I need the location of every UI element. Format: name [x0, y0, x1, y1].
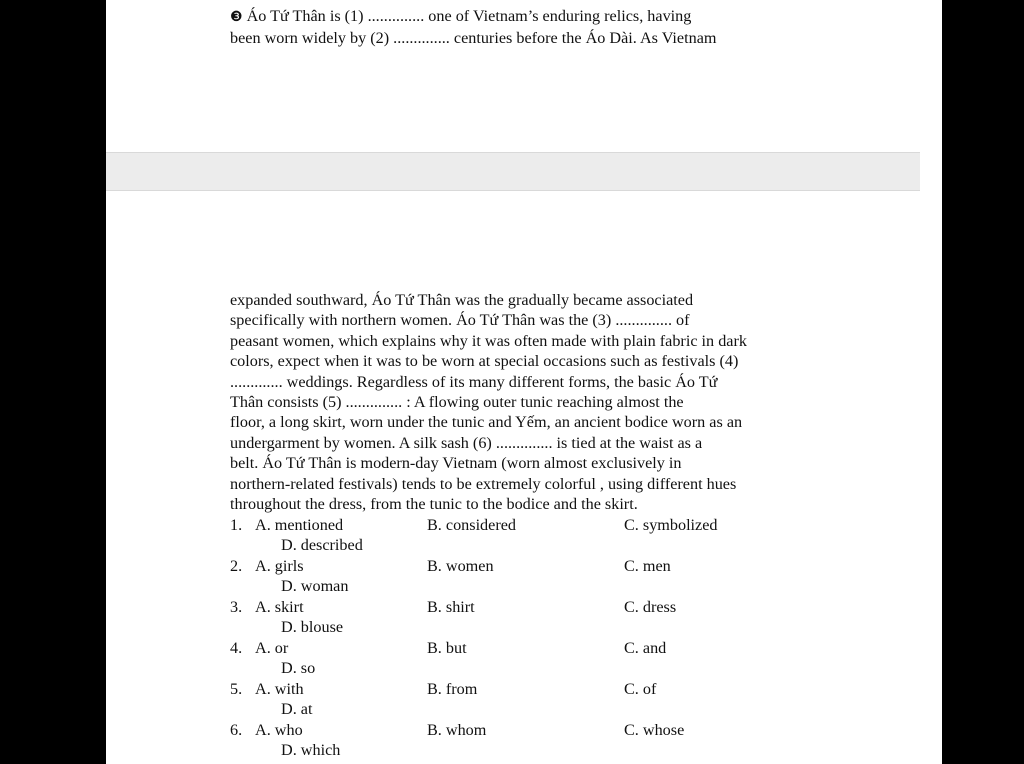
- passage-line: specifically with northern women. Áo Tứ Thân was the (3) .............. of: [230, 311, 690, 330]
- option-c: C. men: [624, 557, 671, 575]
- option-c: C. of: [624, 680, 657, 698]
- vertical-scrollbar[interactable]: [920, 0, 942, 764]
- passage-line: peasant women, which explains why it was often made with plain fabric in dark: [230, 331, 747, 350]
- option-d: D. blouse: [281, 618, 344, 637]
- option-c: C. whose: [624, 721, 685, 739]
- question-number: 4.: [230, 639, 243, 657]
- option-d: D. which: [281, 741, 341, 760]
- question-number: 3.: [230, 598, 243, 616]
- bullet-number-icon: ❸: [230, 10, 243, 25]
- option-a: A. skirt: [255, 598, 304, 616]
- passage-line: floor, a long skirt, worn under the tunic and Yếm, an ancient bodice worn as an: [230, 413, 743, 432]
- option-b: B. but: [427, 639, 467, 657]
- document-page-1: [106, 0, 921, 153]
- passage-line: been worn widely by (2) .............. centuries before the Áo Dài. As Vietnam: [230, 29, 717, 48]
- document-viewer[interactable]: [106, 0, 942, 764]
- option-d: D. so: [281, 659, 316, 678]
- option-b: B. considered: [427, 516, 517, 534]
- question-number: 6.: [230, 721, 243, 739]
- option-b: B. whom: [427, 721, 487, 739]
- passage-line-text: Áo Tứ Thân is (1) .............. one of Vietnam’s enduring relics, having: [246, 7, 692, 25]
- question-number: 2.: [230, 557, 243, 575]
- passage-paragraph-2: [230, 290, 810, 514]
- passage-paragraph-1: [230, 6, 810, 49]
- passage-line: [230, 6, 810, 28]
- option-d: D. described: [281, 536, 363, 555]
- passage-line: expanded southward, Áo Tứ Thân was the gradually became associated: [230, 291, 694, 309]
- option-a: A. with: [255, 680, 304, 698]
- option-b: B. women: [427, 557, 494, 575]
- passage-line: undergarment by women. A silk sash (6) .............. is tied at the waist as a: [230, 433, 703, 452]
- option-a: A. or: [255, 639, 289, 657]
- passage-line: belt. Áo Tứ Thân is modern-day Vietnam (worn almost exclusively in: [230, 454, 682, 473]
- option-c: C. dress: [624, 598, 677, 616]
- option-a: A. girls: [255, 557, 304, 575]
- option-a: A. who: [255, 721, 303, 739]
- option-c: C. symbolized: [624, 516, 718, 534]
- passage-line: ............. weddings. Regardless of its many different forms, the basic Áo Tứ: [230, 372, 718, 391]
- document-page-2: [106, 190, 921, 764]
- passage-line: northern-related festivals) tends to be extremely colorful , using different hues: [230, 474, 737, 493]
- option-c: C. and: [624, 639, 667, 657]
- passage-line: throughout the dress, from the tunic to the bodice and the skirt.: [230, 495, 638, 514]
- option-b: B. from: [427, 680, 478, 698]
- option-d: D. woman: [281, 577, 349, 596]
- option-b: B. shirt: [427, 598, 475, 616]
- option-d: D. at: [281, 700, 313, 719]
- question-number: 1.: [230, 516, 243, 534]
- question-number: 5.: [230, 680, 243, 698]
- passage-line: colors, expect when it was to be worn at special occasions such as festivals (4): [230, 352, 739, 371]
- passage-line: Thân consists (5) .............. : A flowing outer tunic reaching almost the: [230, 393, 684, 412]
- option-a: A. mentioned: [255, 516, 344, 534]
